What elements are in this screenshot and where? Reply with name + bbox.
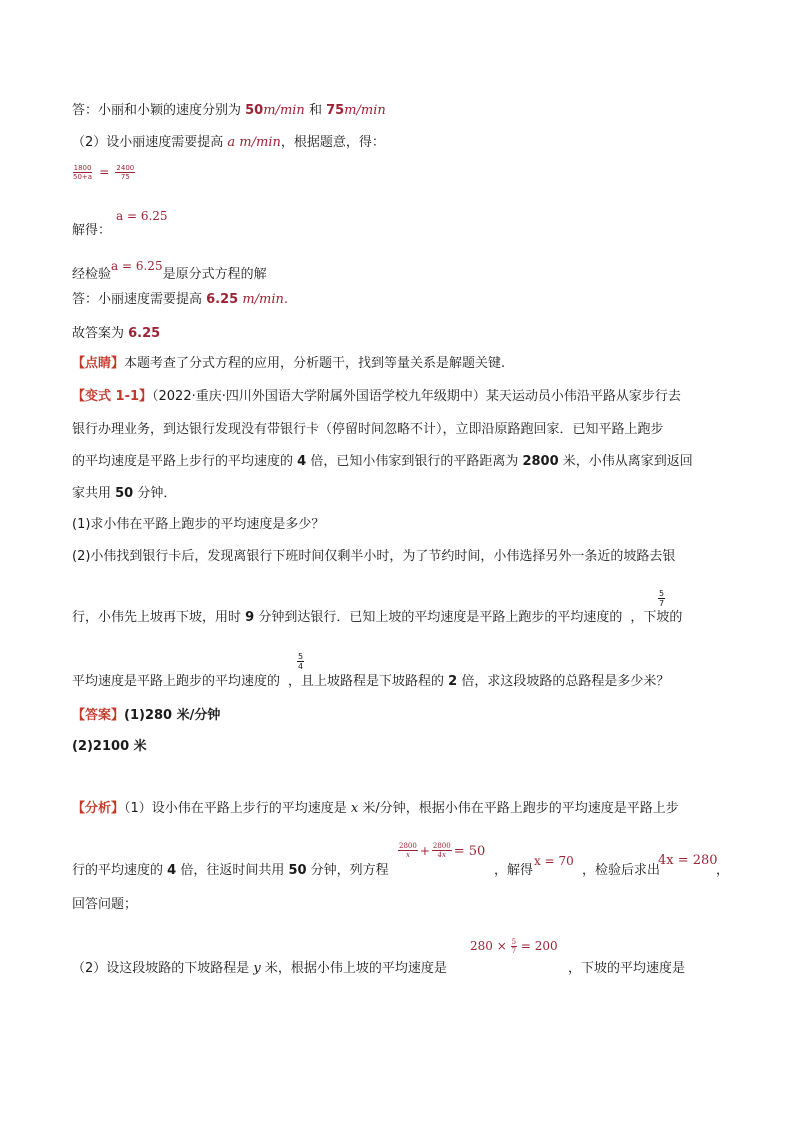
bianshi-line-1 [72,388,681,406]
an2b: 4 [167,863,177,878]
bs4c: 分钟． [133,486,177,501]
f2-num: 5 [298,652,304,661]
bianshi-line-3 [72,453,693,471]
eq1-den1: 50+a [73,173,93,181]
q2b4: ，下坡的 [630,610,683,625]
question-2-line-3 [72,673,669,691]
dianjing-tag: 【点睛】 [72,356,125,371]
question-1: (1)求小伟在平路上跑步的平均速度是多少？ [72,517,325,532]
answer-increase-prefix: 答：小丽速度需要提高 [72,292,207,307]
fraction-5-4 [297,652,304,671]
question-2-line-2 [72,609,682,627]
an2f: ，解得 [494,863,534,878]
an4d: ，下坡的平均速度是 [568,961,686,976]
part2-prefix: （2）设小丽速度需要提高 [72,135,228,150]
m4n: 5 [511,938,517,946]
bs3a: 的平均速度是平路上步行的平均速度的 [72,454,298,469]
q2c1: 平均速度是平路上跑步的平均速度的 [72,674,281,689]
q2b2: 9 [245,610,255,625]
solution-x: x = 70 [534,854,574,868]
an2d: 50 [288,863,307,878]
answer-tag: 【答案】 [72,708,125,723]
solution-4x: 4x = 280 [658,853,718,868]
aeq-n2: 2800 [432,842,451,850]
aeq-d1: x [405,851,410,859]
conj: 和 [304,103,327,118]
q2c4: 倍，求这段坡路的总路程是多少米？ [457,674,670,689]
dianjing-line [72,355,505,373]
variable-a: a m/min [227,135,281,150]
f1-den: 7 [659,599,665,608]
q2c3: 2 [448,674,458,689]
m4: 280 × [470,939,511,953]
final-answer-prefix: 故答案为 [72,326,129,341]
aeq-d2: 4x [437,851,446,859]
an4c: 米，根据小伟上坡的平均速度是 [260,961,447,976]
q2b1: 行，小伟先上坡再下坡，用时 [72,610,246,625]
final-answer-line [72,325,160,343]
bs3d: 2800 [522,454,559,469]
an1b: x [350,801,359,816]
an2h: ， [716,863,730,878]
an1c: 米/分钟，根据小伟在平路上跑步的平均速度是平路上步 [358,801,679,816]
an2c: 倍，往返时间共用 [176,863,289,878]
q2c2: ，且上坡路程是下坡路程的 [288,674,449,689]
bs3e: 米，小伟从离家到返回 [558,454,693,469]
an1a: （1）设小伟在平路上步行的平均速度是 [124,801,351,816]
answer-1: (1)280 米/分钟 [124,708,221,723]
check-suffix: 是原分式方程的解 [162,267,267,282]
bianshi-text-1: （2022·重庆·四川外国语大学附属外国语学校九年级期中）某天运动员小伟沿平路从家步行去 [152,389,681,404]
solution-math: a = 6.25 [116,209,168,223]
answer-prefix: 答：小丽和小颖的速度分别为 [72,103,246,118]
bs4a: 家共用 [72,486,116,501]
an4b: y [253,961,261,976]
increase-unit: m/min. [238,292,289,307]
answer-2: (2)2100 米 [72,739,147,754]
analysis-equation [398,840,485,859]
eq1-num2: 2400 [116,164,135,172]
eq1-den2: 75 [120,173,130,181]
answer-section-1 [72,707,220,725]
an2g: ，检验后求出 [582,863,661,878]
an2e: 分钟，列方程 [306,863,389,878]
f2-den: 4 [298,662,304,671]
speed-unit-1: m/min [263,103,305,118]
aeq-n1: 2800 [399,842,417,850]
bs4b: 50 [115,486,134,501]
m4d: 7 [511,947,517,955]
q2b3: 分钟到达银行．已知上坡的平均速度是平路上跑步的平均速度的 [254,610,623,625]
solution-line [72,222,111,240]
aeq-rhs: = 50 [453,844,486,859]
an4a: （2）设这段坡路的下坡路程是 [72,961,254,976]
speed-value-2: 75 [326,103,345,118]
bianshi-tag: 【变式 1-1】 [72,389,153,404]
f1-num: 5 [659,589,665,598]
check-line [72,259,267,284]
increase-value: 6.25 [206,292,239,307]
answer-speeds-line [72,102,386,120]
check-label: 经检验 [72,267,112,282]
bs3b: 4 [297,454,307,469]
bs3c: 倍，已知小伟家到银行的平路距离为 [306,454,523,469]
bianshi-line-2: 银行办理业务，到达银行发现没有带银行卡（停留时间忽略不计），立即沿原路跑回家．已知平路上跑步 [72,422,664,437]
analysis-line-3: 回答问题； [72,897,138,912]
part2-suffix: ，根据题意，得： [280,135,385,150]
equation-1 [72,163,135,182]
fraction-5-7 [658,589,665,608]
analysis-line-2 [72,862,389,880]
speed-unit-2: m/min [344,103,386,118]
bianshi-line-4 [72,485,176,503]
eq1-equals: = [99,165,110,179]
analysis-tag: 【分析】 [72,801,125,816]
eq1-num1: 1800 [73,164,92,172]
analysis-line-2b [494,862,533,880]
analysis-line-1 [72,800,679,818]
analysis-line-4 [72,960,447,978]
an2a: 行的平均速度的 [72,863,168,878]
check-math: a = 6.25 [111,259,163,273]
speed-value-1: 50 [245,103,264,118]
solve-label: 解得： [72,223,112,238]
question-2-line-1: (2)小伟找到银行卡后，发现离银行下班时间仅剩半小时，为了节约时间，小伟选择另外一条近的坡路去银 [72,549,676,564]
aeq-plus: + [419,844,430,858]
analysis-math-2 [470,938,558,955]
answer-increase-line [72,291,288,309]
dianjing-text: 本题考查了分式方程的应用，分析题干，找到等量关系是解题关键. [124,356,506,371]
m4r: = 200 [517,939,558,953]
final-answer-value: 6.25 [128,326,161,341]
part2-setup-line [72,134,385,152]
